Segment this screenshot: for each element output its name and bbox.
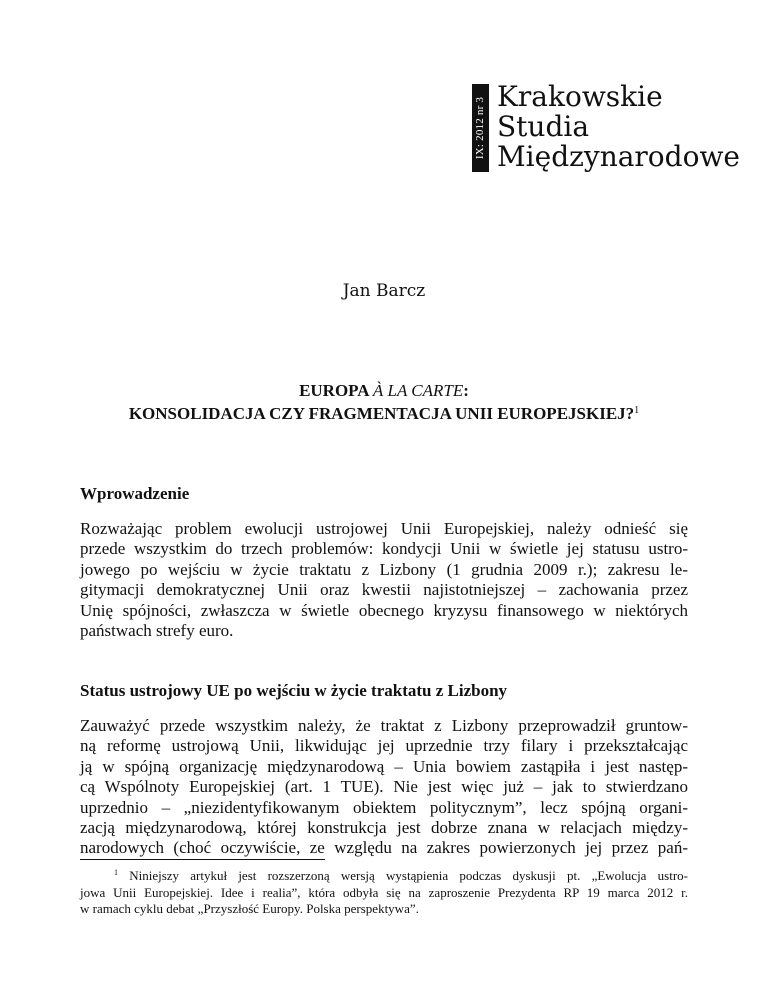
title-suffix: : xyxy=(463,381,469,400)
journal-title-line: Studia xyxy=(497,110,590,143)
article-title xyxy=(0,381,768,424)
text-line: jowego po wejściu w życie traktatu z Lizbony (1 grudnia 2009 r.); zakresu le- xyxy=(80,559,688,579)
footnote-mark: 1 xyxy=(114,868,118,877)
title-prefix: EUROPA xyxy=(299,381,373,400)
footnote-divider xyxy=(80,859,325,860)
title-text: KONSOLIDACJA CZY FRAGMENTACJA UNII EUROPEJSKIEJ? xyxy=(128,404,635,423)
volume-label: IX: 2012 nr 3 xyxy=(474,96,487,160)
text-line: narodowych (choć oczywiście, ze względu na zakres powierzonych jej przez pań- xyxy=(80,838,688,858)
journal-title xyxy=(497,82,740,172)
footnote-text: Niniejszy artykuł jest rozszerzoną wersją wystąpienia podczas dyskusji pt. „Ewolucja ustro- xyxy=(129,868,689,883)
text-line: uprzednio – „niezidentyfikowanym obiektem politycznym”, lecz spójną organi- xyxy=(80,797,688,817)
text-line: cą Wspólnoty Europejskiej (art. 1 TUE). Nie jest więc już – jak to stwierdzano xyxy=(80,777,688,797)
text-line: ją w spójną organizację międzynarodową – Unia bowiem zastąpiła i jest następ- xyxy=(80,756,688,776)
footnote-line: w ramach cyklu debat „Przyszłość Europy. Polska perspektywa”. xyxy=(80,901,419,917)
footnote xyxy=(80,865,688,918)
text-line: zacją międzynarodową, której konstrukcja jest dobrze znana w relacjach między- xyxy=(80,818,688,838)
section-heading: Wprowadzenie xyxy=(80,484,190,503)
title-italic: À LA CARTE xyxy=(372,381,464,400)
footnote-line: jowa Unii Europejskiej. Idee i realia”, która odbyła się na zaproszenie Prezydenta RP 19 marca 2012 r. xyxy=(80,884,688,900)
title-line-2 xyxy=(0,401,768,424)
journal-title-line: Krakowskie xyxy=(497,80,663,113)
text-line: państwach strefy euro. xyxy=(80,621,234,641)
paragraph-intro xyxy=(80,519,688,641)
author-name: Jan Barcz xyxy=(342,281,426,301)
text-line: Zauważyć przede wszystkim należy, że traktat z Lizbony przeprowadził gruntow- xyxy=(80,716,688,735)
volume-bar xyxy=(472,84,489,172)
footnote-line xyxy=(80,865,688,885)
footnote-ref[interactable]: 1 xyxy=(634,405,640,416)
text-line: gitymacji demokratycznej Unii oraz kwestii najistotniejszej – zachowania przez xyxy=(80,580,688,600)
paragraph-status xyxy=(80,716,688,859)
journal-title-line: Międzynarodowe xyxy=(497,140,740,173)
section-heading: Status ustrojowy UE po wejściu w życie traktatu z Lizbony xyxy=(80,681,508,700)
text-line: przede wszystkim do trzech problemów: kondycji Unii w świetle jej statusu ustro- xyxy=(80,539,688,559)
text-line: Rozważając problem ewolucji ustrojowej Unii Europejskiej, należy odnieść się xyxy=(80,519,688,538)
text-line: Unię spójności, zwłaszcza w świetle obecnego kryzysu finansowego w niektórych xyxy=(80,600,688,620)
text-line: ną reformę ustrojową Unii, likwidując jej uprzednie trzy filary i przekształcając xyxy=(80,736,688,756)
title-line-1 xyxy=(0,381,768,401)
